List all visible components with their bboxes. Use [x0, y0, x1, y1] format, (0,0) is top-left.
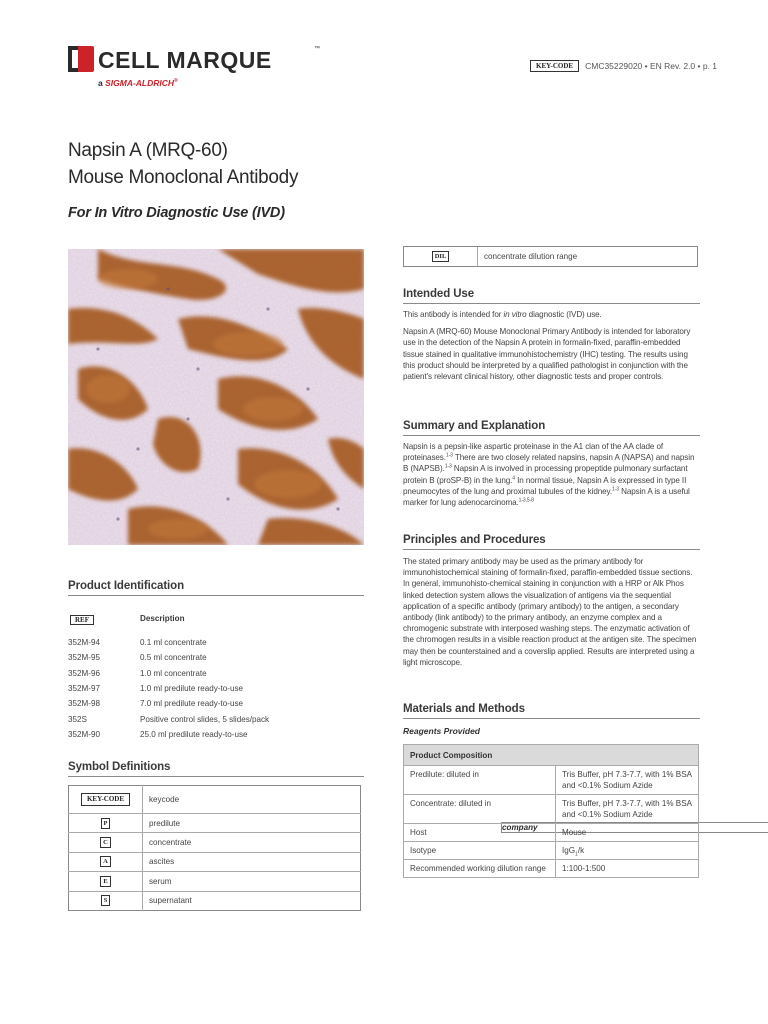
- composition-row: Concentrate: diluted in Tris Buffer, pH 7.3-7.7, with 1% BSA and <0.1% Sodium Azide: [404, 795, 699, 824]
- supernatant-symbol: S: [101, 895, 111, 906]
- symbol-definition: ascites: [143, 852, 361, 871]
- symbol-definitions-table: [68, 785, 361, 911]
- brand-sub-name: SIGMA-ALDRICH: [105, 78, 175, 88]
- product-title: [68, 137, 298, 191]
- brand-trademark: ™: [314, 46, 320, 52]
- product-code: 352S: [68, 714, 87, 724]
- composition-row: Predilute: diluted in Tris Buffer, pH 7.3-7.7, with 1% BSA and <0.1% Sodium Azide: [404, 766, 699, 795]
- product-description: Positive control slides, 5 slides/pack: [140, 714, 270, 724]
- composition-row: Host Mouse: [404, 824, 699, 842]
- product-row: [68, 727, 364, 742]
- intended-use-paragraph-2: Napsin A (MRQ-60) Mouse Monoclonal Primary Antibody is intended for laboratory use in the detection of the Napsin A protein in formalin-fixed, paraffin-embedded tissue stained in qualitative immunohistochemistry (IHC) testing. The results using this product should be interpreted by a qualified pathologist in conjunction with the patient's relevant clinical history, other diagnostic tests and proper controls.: [403, 327, 691, 382]
- section-heading-symbol-definitions: Symbol Definitions: [68, 761, 364, 777]
- product-row: [68, 666, 364, 681]
- doc-header-ref: [530, 60, 717, 72]
- product-code: 352M-96: [68, 668, 100, 678]
- symbol-row: [69, 891, 361, 910]
- product-code: 352M-97: [68, 684, 100, 694]
- dilution-symbol-box: [403, 246, 698, 267]
- product-code: 352M-94: [68, 638, 100, 648]
- composition-header-row: [404, 745, 699, 766]
- brand-sub-reg: ®: [174, 78, 178, 85]
- section-heading-principles: Principles and Procedures: [403, 534, 700, 550]
- symbol-row: [69, 786, 361, 814]
- symbol-row: [69, 872, 361, 891]
- cell-marque-logo-icon: [68, 46, 94, 72]
- composition-row: Recommended working dilution range 1:100-1:500: [404, 860, 699, 878]
- dilution-definition: concentrate dilution range: [484, 252, 578, 261]
- symbol-definition: concentrate: [143, 833, 361, 852]
- product-composition-table: [403, 744, 699, 878]
- description-header: Description: [140, 614, 185, 623]
- product-code: 352M-95: [68, 653, 100, 663]
- brand-sub-prefix: a: [98, 78, 106, 88]
- symbol-definition: predilute: [143, 814, 361, 833]
- product-row: [68, 696, 364, 711]
- ihc-tissue-image: [68, 249, 364, 545]
- tissue-stain-illustration: [68, 249, 364, 545]
- product-description: 0.1 ml concentrate: [140, 638, 207, 648]
- document-reference: CMC35229020 • EN Rev. 2.0 • p. 1: [585, 61, 718, 71]
- reagents-provided-label: Reagents Provided: [403, 726, 480, 736]
- product-row: [68, 681, 364, 696]
- intended-use-paragraph-1: This antibody is intended for in vitro diagnostic (IVD) use.: [403, 310, 602, 319]
- section-heading-product-identification: Product Identification: [68, 580, 364, 596]
- ascites-symbol: A: [100, 856, 111, 867]
- brand-sub-suffix: company: [501, 822, 768, 833]
- composition-header: Product Composition: [404, 745, 699, 766]
- principles-text: The stated primary antibody may be used as the primary antibody for immunohistochemical staining of formalin-fixed, paraffin-embedded tissue sections. In general, immunohisto-chemical staining in conjunction with a HRP or Alk Phos linked detection system allows the visualization of antigens via the sequential application of a specific antibody (primary antibody) to the antigen, a secondary antibody (link antibody) to the primary antibody, an enzyme complex and a chromogenic substrate with interposed washing steps. The enzymatic activation of the chromogen results in a visible reaction product at the antigen site. The specimen may then be counterstained and a coverslip applied. Results are interpreted using a light microscope.: [403, 557, 697, 667]
- symbol-definition: serum: [143, 872, 361, 891]
- symbol-row: [69, 833, 361, 852]
- intended-use-text: [403, 309, 700, 388]
- symbol-row: [69, 814, 361, 833]
- serum-symbol: E: [100, 876, 110, 887]
- title-line-1: Napsin A (MRQ-60): [68, 140, 228, 161]
- summary-text: Napsin is a pepsin-like aspartic proteinase in the A1 clan of the AA clade of proteinases.$^{1-3}$ There are two closely related napsins, napsin A (NAPSA) and napsin B (NAPSB).$^{1-3}$ Napsin A is involved in processing propeptide pulmonary surfactant protein B (proSP-B) in the lung.$^4$ In normal tissue, Napsin A is expressed in type II pneumocytes of the lung and proximal tubules of the kidney.$^{1-3}$ Napsin A is a useful marker for lung adenocarcinoma.$^{1-3,5-8}$: [403, 442, 695, 508]
- section-heading-materials: Materials and Methods: [403, 703, 700, 719]
- product-description: 1.0 ml concentrate: [140, 668, 207, 678]
- product-table-header: [68, 613, 364, 635]
- symbol-row: [69, 852, 361, 871]
- dil-symbol: DIL: [432, 251, 450, 262]
- product-row: [68, 711, 364, 726]
- ivd-subtitle: For In Vitro Diagnostic Use (IVD): [68, 205, 285, 221]
- product-code: 352M-90: [68, 729, 100, 739]
- brand-name: CELL MARQUE: [98, 47, 272, 73]
- product-row: [68, 635, 364, 650]
- product-description: 7.0 ml predilute ready-to-use: [140, 699, 244, 709]
- product-code: 352M-98: [68, 699, 100, 709]
- symbol-definition: supernatant: [149, 896, 192, 906]
- product-description: 1.0 ml predilute ready-to-use: [140, 684, 244, 694]
- product-description: 25.0 ml predilute ready-to-use: [140, 729, 248, 739]
- product-description: 0.5 ml concentrate: [140, 653, 207, 663]
- composition-row: Isotype IgG$_1$/k: [404, 842, 699, 860]
- predilute-symbol: P: [101, 818, 111, 829]
- ref-symbol: REF: [70, 615, 94, 625]
- keycode-symbol: KEY-CODE: [530, 60, 579, 72]
- section-heading-summary: Summary and Explanation: [403, 420, 700, 436]
- product-row: [68, 650, 364, 665]
- title-line-2: Mouse Monoclonal Antibody: [68, 167, 299, 188]
- concentrate-symbol: C: [100, 837, 111, 848]
- symbol-definition: keycode: [143, 786, 361, 814]
- product-identification-table: [68, 613, 364, 742]
- section-heading-intended-use: Intended Use: [403, 288, 700, 304]
- keycode-symbol: KEY-CODE: [81, 793, 130, 806]
